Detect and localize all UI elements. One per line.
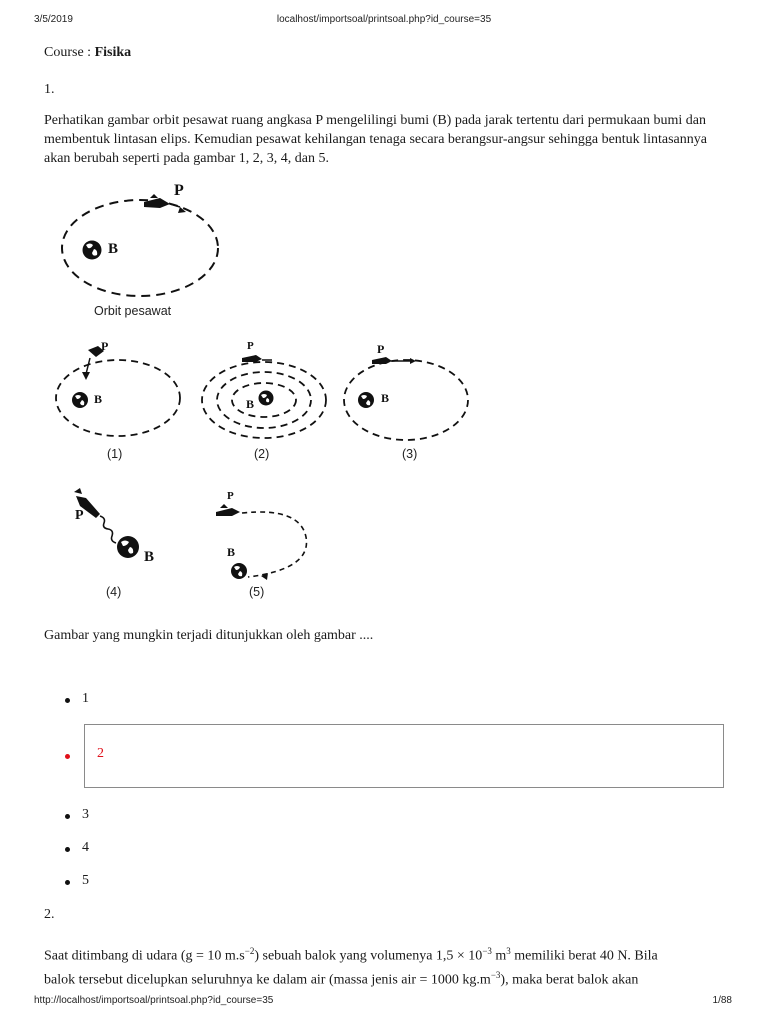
question-1-number: 1. [44,82,55,97]
option-3-label: 3 [82,807,89,822]
panel-3-spaceship-icon [372,357,416,364]
panel-3-ship-label: P [377,342,385,356]
option-1[interactable] [44,691,726,713]
panel-2-caption: (2) [254,447,270,461]
option-4[interactable] [44,840,726,862]
option-5[interactable] [44,873,726,895]
panel-2-figure [198,340,332,444]
panel-5-earth-label: B [227,545,236,559]
question-2-text [44,942,734,989]
panel-1-caption: (1) [107,447,123,461]
question-1-text: Perhatikan gambar orbit pesawat ruang angkasa P mengelilingi bumi (B) pada jarak tertentu dari permukaan bumi dan membentuk lintasan elips. Kemudian pesawat kehilangan tenaga secara berangsur-angsur sehingga bentuk lintasannya akan berubah seperti pada gambar 1, 2, 3, 4, dan 5. [44,113,707,166]
panel-1-earth-label: B [94,392,103,406]
course-line [44,44,734,62]
panel-5-earth-icon [231,563,247,579]
option-bullet [65,814,70,819]
panel-5-figure [212,494,322,584]
panel-4-ship-label: P [75,508,84,523]
panel-2-ship-label: P [247,340,254,352]
main-earth-icon [83,241,102,260]
panel-5-ship-label: P [227,490,234,502]
main-orbit-caption: Orbit pesawat [94,304,172,318]
main-earth-label: B [108,241,119,257]
panel-4-earth-label: B [144,549,155,565]
panel-1-earth-icon [72,392,88,408]
panel-3-earth-icon [358,392,374,408]
panel-2-earth-label: B [246,397,255,411]
option-bullet [65,847,70,852]
question-2-number: 2. [44,907,55,922]
panel-1-ship-label: P [101,339,109,353]
option-3[interactable] [44,807,726,829]
option-1-label: 1 [82,691,89,706]
option-2-label: 2 [97,746,104,761]
panel-3-caption: (3) [402,447,418,461]
option-4-label: 4 [82,840,89,855]
question-2-line-1: Saat ditimbang di udara (g = 10 $m.s^{-2}$) sebuah balok yang volumenya $1,5 \times 10^{-3}$ $m^3$ memiliki berat 40 N. Bila [44,946,658,964]
panel-4-spiral-path [100,516,116,543]
footer-url: http://localhost/importsoal/printsoal.php?id_course=35 [34,995,274,1006]
footer-page-number: 1/88 [712,995,732,1006]
panel-2-spaceship-icon [242,355,272,362]
panel-5-caption: (5) [249,585,265,599]
course-name: Fisika [94,45,132,60]
panel-3-earth-label: B [381,391,390,405]
main-ship-label: P [174,182,184,199]
print-date: 3/5/2019 [34,14,73,25]
option-bullet [65,698,70,703]
panel-1-figure [52,342,192,442]
option-5-label: 5 [82,873,89,888]
course-label: Course : [44,45,95,60]
panel-2-earth-icon [259,391,274,406]
question-1-prompt: Gambar yang mungkin terjadi ditunjukkan oleh gambar .... [44,628,374,643]
question-2-line-2: balok tersebut dicelupkan seluruhnya ke dalam air (massa jenis air = 1000 $kg.m^{-3}$), maka berat balok akan [44,969,639,988]
selected-answer-box [84,724,724,788]
panel-5-fall-path [242,512,307,577]
panel-4-caption: (4) [106,585,122,599]
main-orbit-figure [50,180,250,300]
panel-5-spaceship-icon [216,504,240,516]
option-2-selected[interactable] [44,724,726,790]
option-bullet [65,880,70,885]
option-bullet [65,754,70,759]
panel-4-earth-icon [117,536,139,558]
panel-3-figure [338,340,472,444]
print-url: localhost/importsoal/printsoal.php?id_course=35 [276,14,492,25]
